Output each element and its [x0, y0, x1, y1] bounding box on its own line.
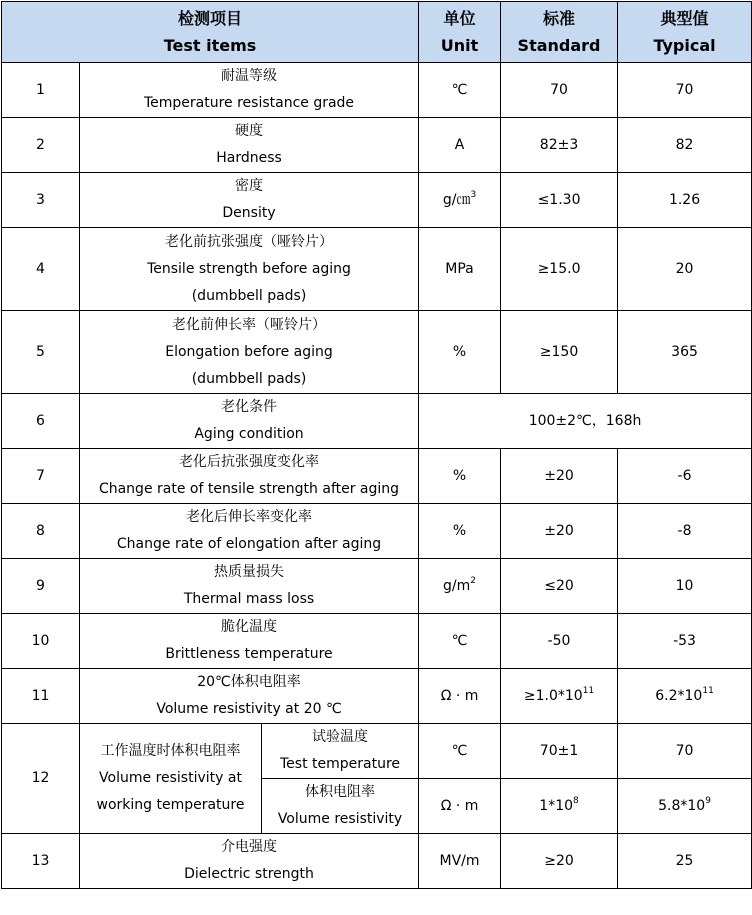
- row-number: 3: [2, 173, 80, 228]
- standard-cell: 70±1: [501, 724, 618, 779]
- table-row: [2, 118, 752, 173]
- header-typical-cn: 典型值: [660, 9, 709, 28]
- test-item-cn: 老化前抗张强度（哑铃片）: [165, 233, 334, 250]
- test-item: [80, 669, 419, 724]
- standard-cell: ≥15.0: [501, 228, 618, 311]
- spec-table: [1, 1, 752, 889]
- test-item-en: Dielectric strength: [184, 866, 314, 882]
- test-item: [80, 449, 419, 504]
- test-item-cn: 老化前伸长率（哑铃片）: [172, 316, 327, 333]
- typical-cell: -6: [618, 449, 752, 504]
- test-item-note: (dumbbell pads): [191, 287, 307, 304]
- row-number: 8: [2, 504, 80, 559]
- test-item-cn: 耐温等级: [221, 68, 278, 84]
- sub-item-en: Volume resistivity: [277, 811, 403, 827]
- standard-cell: 82±3: [501, 118, 618, 173]
- header-standard-en: Standard: [517, 36, 601, 55]
- standard-exponent: 8: [573, 795, 579, 806]
- test-item: [80, 311, 419, 394]
- table-row: [2, 228, 752, 311]
- row-number: 13: [2, 834, 80, 889]
- test-item: [80, 614, 419, 669]
- table-row: [2, 614, 752, 669]
- unit-cell: Ω · m: [419, 779, 501, 834]
- typical-cell: 10: [618, 559, 752, 614]
- test-item-cn: 老化条件: [221, 399, 278, 415]
- standard-cell: ±20: [501, 504, 618, 559]
- unit-cell: MV/m: [419, 834, 501, 889]
- test-item-en: Volume resistivity at: [99, 770, 242, 786]
- header-unit-en: Unit: [440, 36, 479, 55]
- test-item-en: Density: [222, 205, 276, 221]
- test-item-en: Hardness: [216, 150, 282, 166]
- unit-cell: ℃: [419, 724, 501, 779]
- standard-cell: -50: [501, 614, 618, 669]
- test-item-en: Elongation before aging: [165, 343, 333, 360]
- row-number: 1: [2, 63, 80, 118]
- unit-base: g/m: [443, 577, 471, 594]
- test-item: [80, 834, 419, 889]
- table-row: [2, 504, 752, 559]
- test-item-en: Volume resistivity at 20 ℃: [156, 701, 342, 717]
- sub-item: [262, 724, 419, 779]
- typical-cell: 25: [618, 834, 752, 889]
- table-row: [2, 669, 752, 724]
- test-item-cn: 老化后伸长率变化率: [186, 509, 313, 525]
- table-row: [2, 63, 752, 118]
- unit-base: g/㎝: [442, 191, 471, 208]
- test-item-en: Thermal mass loss: [183, 591, 315, 607]
- header-item-en: Test items: [163, 36, 257, 55]
- unit-cell: ℃: [419, 614, 501, 669]
- sub-item-cn: 试验温度: [312, 729, 369, 745]
- table-row: [2, 834, 752, 889]
- header-typical: [618, 2, 752, 63]
- standard-cell: [501, 669, 618, 724]
- typical-cell: [618, 779, 752, 834]
- test-item-cn: 热质量损失: [214, 564, 285, 580]
- test-item: [80, 173, 419, 228]
- typical-cell: -8: [618, 504, 752, 559]
- row-number: 12: [2, 724, 80, 834]
- table-row: [2, 394, 752, 449]
- test-item: [80, 63, 419, 118]
- header-test-items: [2, 2, 419, 63]
- unit-cell: %: [419, 504, 501, 559]
- row-number: 2: [2, 118, 80, 173]
- typical-cell: 82: [618, 118, 752, 173]
- unit-cell: %: [419, 449, 501, 504]
- typical-cell: 1.26: [618, 173, 752, 228]
- standard-cell: ±20: [501, 449, 618, 504]
- typical-cell: 365: [618, 311, 752, 394]
- unit-exponent: 3: [470, 189, 477, 200]
- test-item-en: Tensile strength before aging: [147, 260, 351, 277]
- typical-base: 5.8*10: [658, 797, 706, 814]
- standard-cell: ≥150: [501, 311, 618, 394]
- test-item-note: (dumbbell pads): [191, 370, 307, 387]
- table-header-row: [2, 2, 752, 63]
- sub-item-en: Test temperature: [280, 756, 401, 772]
- test-item-en: Brittleness temperature: [165, 646, 333, 662]
- row-number: 5: [2, 311, 80, 394]
- test-item: [80, 504, 419, 559]
- unit-cell: A: [419, 118, 501, 173]
- test-item-en: Change rate of elongation after aging: [116, 536, 382, 552]
- standard-exponent: 11: [582, 685, 595, 696]
- test-item: [80, 724, 262, 834]
- standard-cell: [501, 779, 618, 834]
- row-number: 9: [2, 559, 80, 614]
- unit-cell: MPa: [419, 228, 501, 311]
- typical-exponent: 9: [705, 795, 711, 806]
- test-item-en: Aging condition: [194, 426, 304, 442]
- merged-condition-cell: 100±2℃，168h: [419, 394, 752, 449]
- test-item: [80, 228, 419, 311]
- standard-cell: ≥20: [501, 834, 618, 889]
- standard-cell: ≤1.30: [501, 173, 618, 228]
- test-item-cn: 硬度: [235, 123, 264, 139]
- typical-cell: 20: [618, 228, 752, 311]
- test-item-cn: 工作温度时体积电阻率: [100, 743, 241, 759]
- test-item-cn: 脆化温度: [221, 619, 278, 635]
- test-item-cn: 老化后抗张强度变化率: [179, 454, 320, 470]
- table-row: [2, 724, 752, 779]
- unit-cell: ℃: [419, 63, 501, 118]
- typical-exponent: 11: [702, 685, 714, 696]
- test-item-en: Temperature resistance grade: [143, 95, 355, 111]
- sub-item-cn: 体积电阻率: [305, 784, 376, 800]
- standard-cell: ≤20: [501, 559, 618, 614]
- header-unit: [419, 2, 501, 63]
- test-item-note: working temperature: [96, 797, 245, 813]
- header-unit-cn: 单位: [443, 9, 476, 28]
- header-standard: [501, 2, 618, 63]
- typical-cell: [618, 669, 752, 724]
- row-number: 10: [2, 614, 80, 669]
- typical-base: 6.2*10: [655, 687, 703, 704]
- standard-cell: 70: [501, 63, 618, 118]
- standard-base: 1*10: [539, 797, 574, 814]
- unit-cell: [419, 559, 501, 614]
- test-item: [80, 559, 419, 614]
- typical-cell: 70: [618, 724, 752, 779]
- unit-cell: [419, 173, 501, 228]
- unit-exponent: 2: [470, 575, 477, 586]
- unit-cell: %: [419, 311, 501, 394]
- header-standard-cn: 标准: [543, 9, 576, 28]
- row-number: 4: [2, 228, 80, 311]
- table-row: [2, 173, 752, 228]
- test-item: [80, 394, 419, 449]
- test-item-cn: 密度: [235, 178, 264, 194]
- test-item-en: Change rate of tensile strength after aging: [98, 481, 400, 497]
- row-number: 7: [2, 449, 80, 504]
- row-number: 11: [2, 669, 80, 724]
- unit-cell: Ω · m: [419, 669, 501, 724]
- row-number: 6: [2, 394, 80, 449]
- header-typical-en: Typical: [653, 36, 716, 55]
- test-item-cn: 20℃体积电阻率: [197, 674, 301, 690]
- test-item: [80, 118, 419, 173]
- typical-cell: 70: [618, 63, 752, 118]
- header-item-cn: 检测项目: [178, 9, 243, 28]
- typical-cell: -53: [618, 614, 752, 669]
- test-item-cn: 介电强度: [221, 839, 278, 855]
- table-row: [2, 311, 752, 394]
- table-row: [2, 559, 752, 614]
- sub-item: [262, 779, 419, 834]
- standard-base: ≥1.0*10: [523, 687, 583, 704]
- table-row: [2, 449, 752, 504]
